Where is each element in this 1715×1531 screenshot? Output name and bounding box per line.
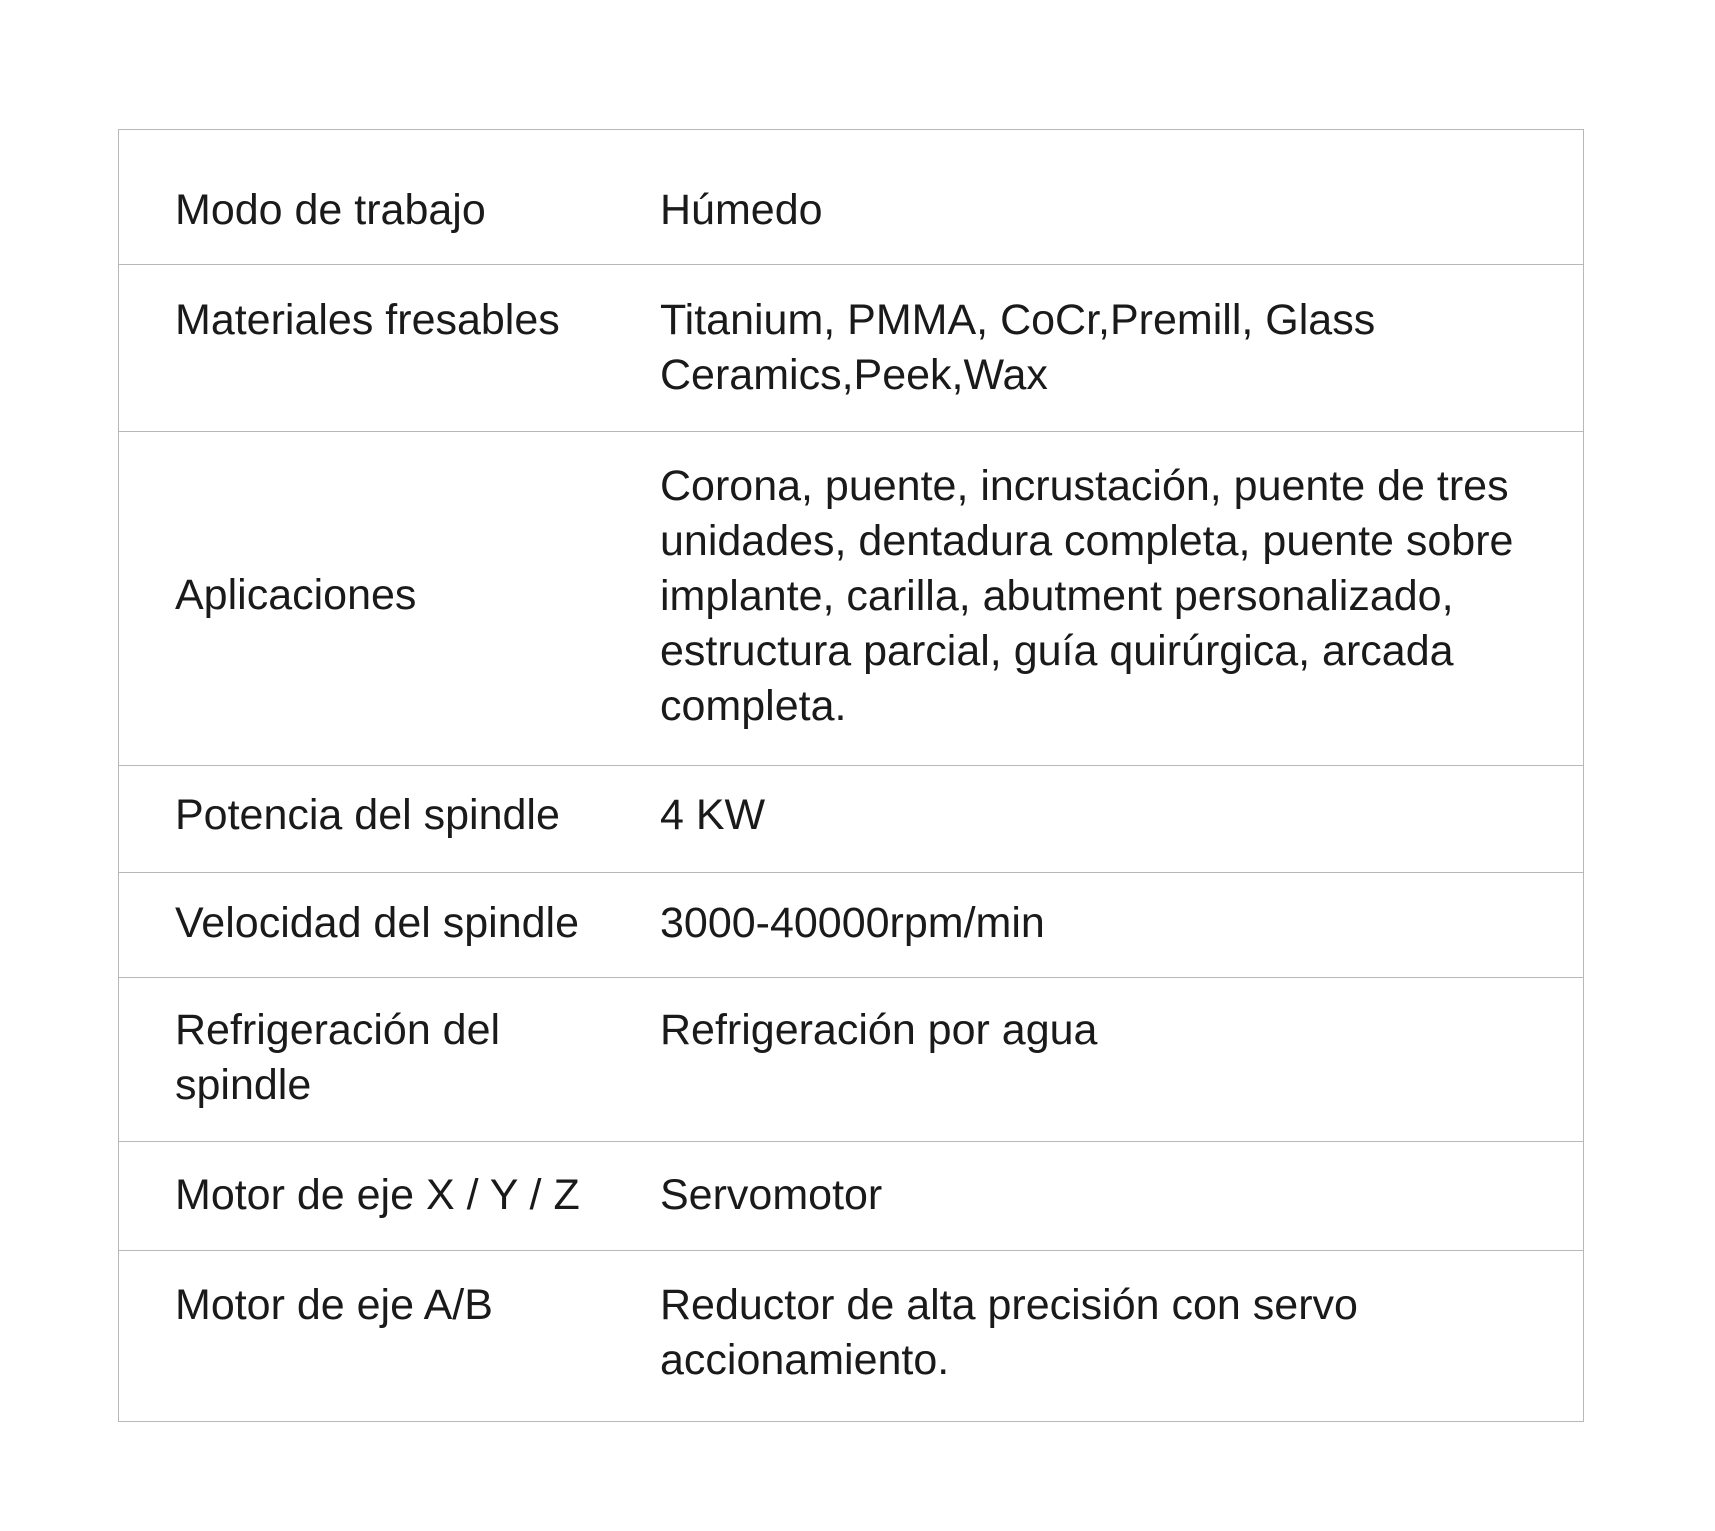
spec-value-text: 4 KW <box>660 791 766 839</box>
spec-value <box>660 1251 1583 1421</box>
spec-label-text: Refrigeración del spindle <box>175 1006 501 1109</box>
spec-label-text: Aplicaciones <box>175 571 417 619</box>
spec-value-text: Reductor de alta precisión con servo accionamiento. <box>660 1281 1358 1384</box>
spec-row-materiales-fresables <box>119 264 1583 431</box>
spec-label <box>119 978 660 1141</box>
spec-label-text: Modo de trabajo <box>175 186 486 234</box>
spec-row-motor-de-eje-ab <box>119 1250 1583 1421</box>
spec-label-text: Materiales fresables <box>175 296 560 344</box>
spec-row-velocidad-del-spindle <box>119 872 1583 977</box>
spec-row-potencia-del-spindle <box>119 765 1583 872</box>
spec-value <box>660 130 1583 264</box>
spec-label <box>119 1251 660 1421</box>
spec-label-text: Velocidad del spindle <box>175 899 580 947</box>
spec-value-text: Corona, puente, incrustación, puente de tres unidades, dentadura completa, puente sobre implante, carilla, abutment personalizado, estructura parcial, guía quirúrgica, arcada completa. <box>660 462 1514 730</box>
spec-value <box>660 978 1583 1141</box>
spec-value <box>660 873 1583 977</box>
spec-value <box>660 1142 1583 1250</box>
spec-label <box>119 130 660 264</box>
spec-row-motor-de-eje-xyz <box>119 1141 1583 1250</box>
spec-label <box>119 265 660 431</box>
spec-value-text: Servomotor <box>660 1171 883 1219</box>
spec-label-text: Potencia del spindle <box>175 791 560 839</box>
spec-label-text: Motor de eje X / Y / Z <box>175 1171 580 1219</box>
spec-label-text: Motor de eje A/B <box>175 1281 493 1329</box>
spec-label <box>119 432 660 765</box>
spec-label <box>119 1142 660 1250</box>
spec-value-text: Titanium, PMMA, CoCr,Premill, Glass Ceramics,Peek,Wax <box>660 296 1376 399</box>
spec-table <box>118 129 1584 1422</box>
spec-value <box>660 432 1583 765</box>
spec-value-text: Húmedo <box>660 186 823 234</box>
spec-value-text: Refrigeración por agua <box>660 1006 1098 1054</box>
spec-label <box>119 766 660 872</box>
spec-value-text: 3000-40000rpm/min <box>660 899 1045 947</box>
spec-row-refrigeracion-del-spindle <box>119 977 1583 1141</box>
spec-label <box>119 873 660 977</box>
spec-value <box>660 766 1583 872</box>
spec-value <box>660 265 1583 431</box>
spec-row-aplicaciones <box>119 431 1583 765</box>
spec-row-modo-de-trabajo <box>119 130 1583 264</box>
